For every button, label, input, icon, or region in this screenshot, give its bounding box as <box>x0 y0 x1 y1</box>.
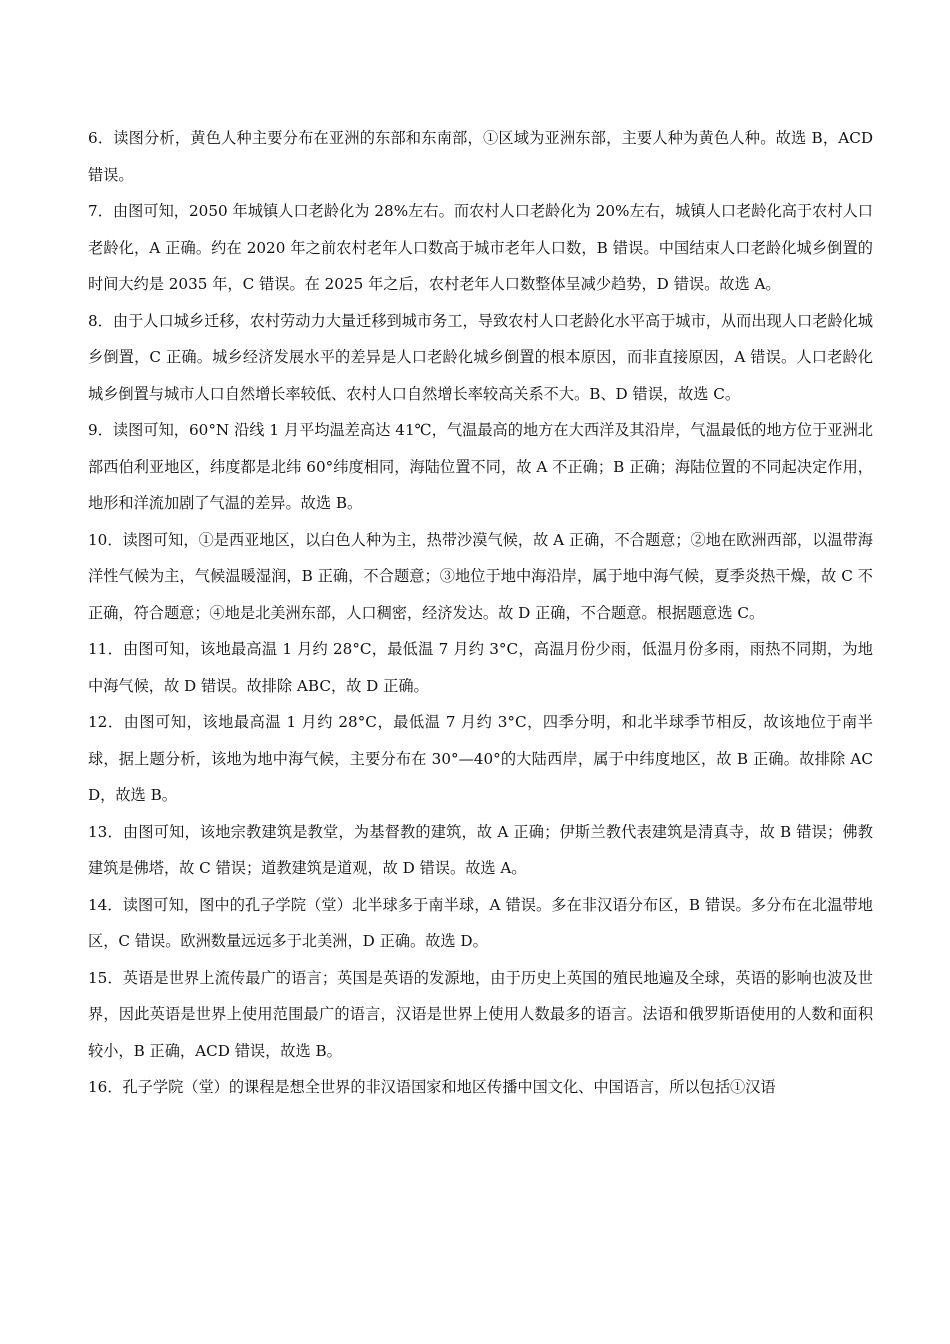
answer-7: 7．由图可知，2050 年城镇人口老龄化为 28%左右。而农村人口老龄化为 20%左右，城镇人口老龄化高于农村人口老龄化，A 正确。约在 2020 年之前农村老年人口数高于城市老年人口数，B 错误。中国结束人口老龄化城乡倒置的时间大约是 2035 年，C 错误。在 2025 年之后，农村老年人口数整体呈减少趋势，D 错误。故选 A。 <box>88 202 873 293</box>
answer-10: 10．读图可知，①是西亚地区，以白色人种为主，热带沙漠气候，故 A 正确，不合题意；②地在欧洲西部，以温带海洋性气候为主，气候温暖湿润，B 正确，不合题意；③地位于地中海沿岸，属于地中海气候，夏季炎热干燥，故 C 不正确，符合题意；④地是北美洲东部，人口稠密，经济发达。故 D 正确，不合题意。根据题意选 C。 <box>88 530 873 622</box>
answer-13: 13．由图可知，该地宗教建筑是教堂，为基督教的建筑，故 A 正确；伊斯兰教代表建筑是清真寺，故 B 错误；佛教建筑是佛塔，故 C 错误；道教建筑是道观，故 D 错误。故选 A。 <box>88 822 873 877</box>
answer-12: 12．由图可知，该地最高温 1 月约 28°C，最低温 7 月约 3°C，四季分明，和北半球季节相反，故该地位于南半球，据上题分析，该地为地中海气候，主要分布在 30°—40°的大陆西岸，属于中纬度地区，故 B 正确。故排除 ACD，故选 B。 <box>88 713 873 804</box>
answer-6: 6．读图分析，黄色人种主要分布在亚洲的东部和东南部，①区域为亚洲东部，主要人种为黄色人种。故选 B，ACD 错误。 <box>88 129 873 184</box>
answer-11: 11．由图可知，该地最高温 1 月约 28°C，最低温 7 月约 3°C，高温月份少雨，低温月份多雨，雨热不同期，为地中海气候，故 D 错误。故排除 ABC，故 D 正确。 <box>88 640 873 695</box>
answer-15: 15．英语是世界上流传最广的语言；英国是英语的发源地，由于历史上英国的殖民地遍及全球，英语的影响也波及世界，因此英语是世界上使用范围最广的语言，汉语是世界上使用人数最多的语言。法语和俄罗斯语使用的人数和面积较小，B 正确，ACD 错误，故选 B。 <box>88 968 873 1060</box>
answer-list <box>88 120 873 1106</box>
answer-14: 14．读图可知，图中的孔子学院（堂）北半球多于南半球，A 错误。多在非汉语分布区，B 错误。多分布在北温带地区，C 错误。欧洲数量远远多于北美洲，D 正确。故选 D。 <box>88 895 873 950</box>
answer-16: 16．孔子学院（堂）的课程是想全世界的非汉语国家和地区传播中国文化、中国语言，所以包括①汉语 <box>88 1078 776 1096</box>
answer-8: 8．由于人口城乡迁移，农村劳动力大量迁移到城市务工，导致农村人口老龄化水平高于城市，从而出现人口老龄化城乡倒置，C 正确。城乡经济发展水平的差异是人口老龄化城乡倒置的根本原因，而非直接原因，A 错误。人口老龄化城乡倒置与城市人口自然增长率较低、农村人口自然增长率较高关系不大。B、D 错误，故选 C。 <box>88 311 873 403</box>
answer-9: 9．读图可知，60°N 沿线 1 月平均温差高达 41℃，气温最高的地方在大西洋及其沿岸，气温最低的地方位于亚洲北部西伯利亚地区，纬度都是北纬 60°纬度相同，海陆位置不同，故 A 不正确；B 正确；海陆位置的不同起决定作用，地形和洋流加剧了气温的差异。故选 B。 <box>88 421 873 512</box>
